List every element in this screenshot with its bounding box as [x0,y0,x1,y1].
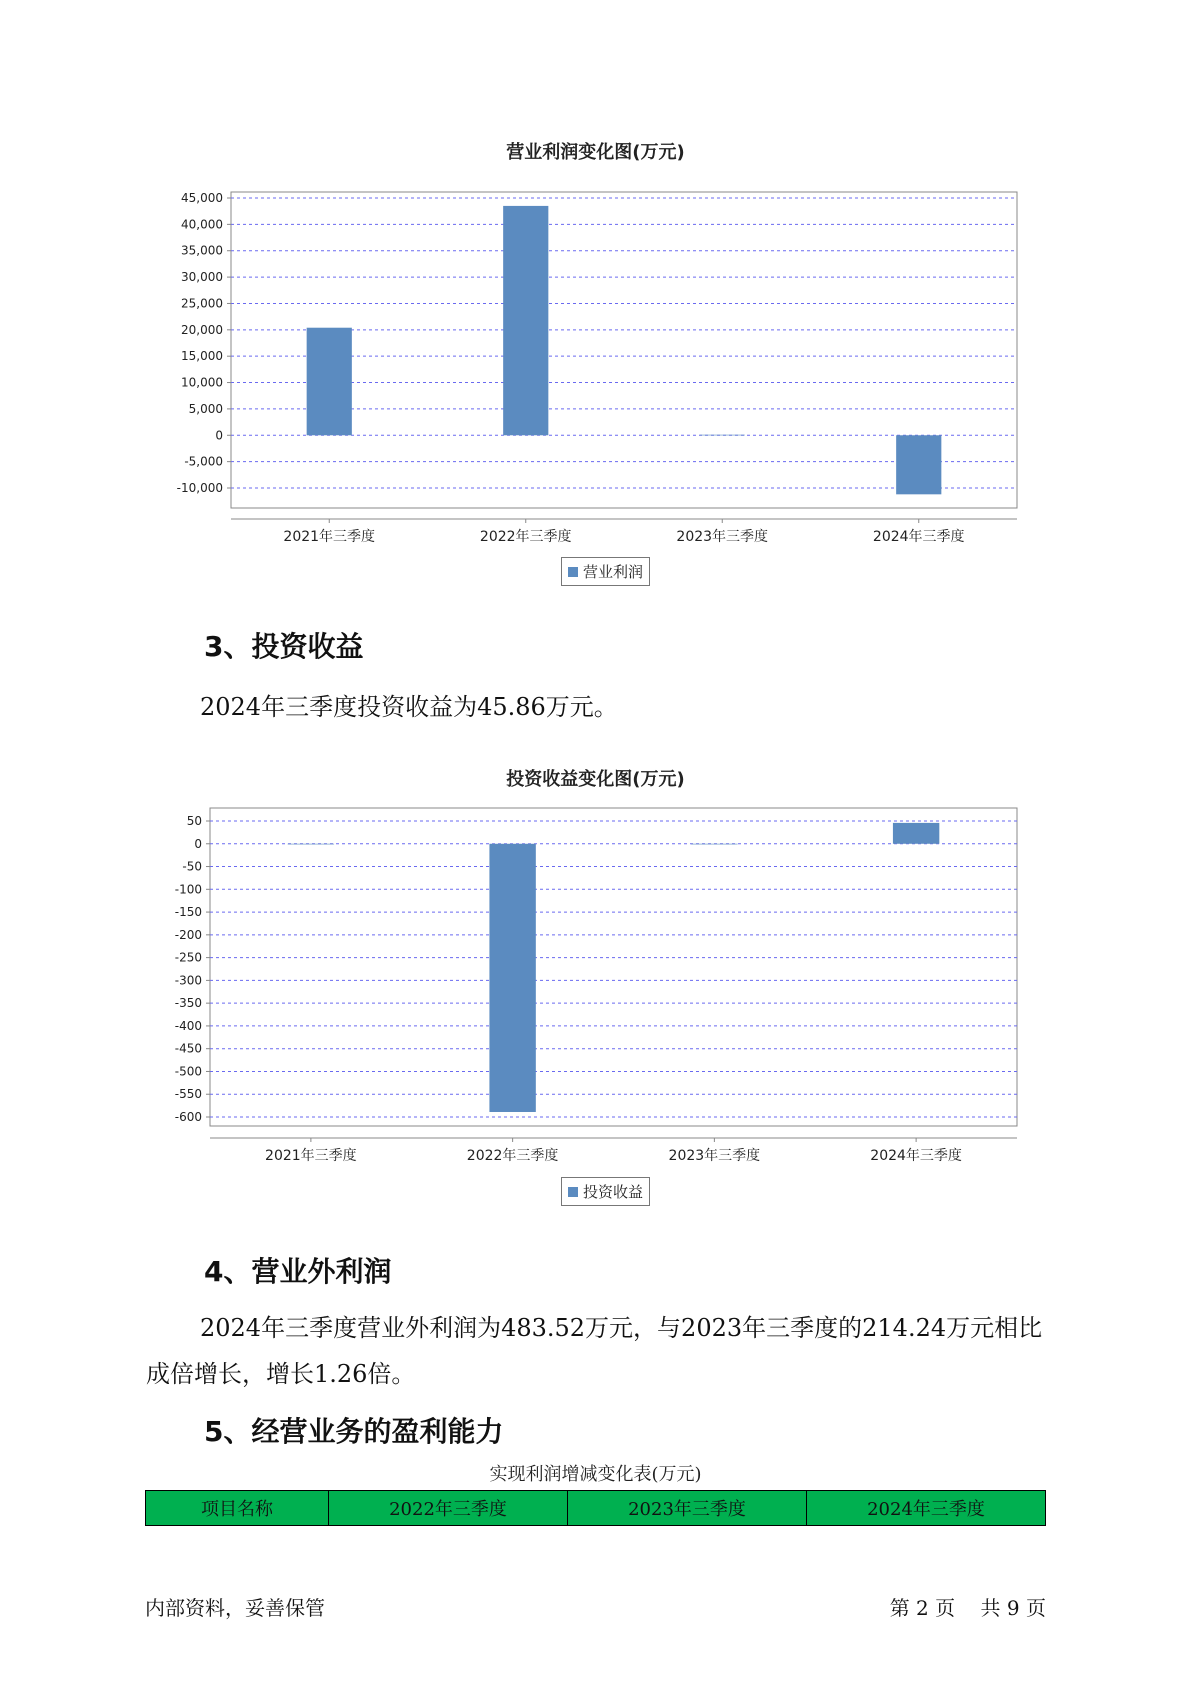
x-tick-label: 2022年三季度 [479,529,572,545]
y-tick-label: -10,000 [176,481,223,495]
y-tick-label: 35,000 [181,243,223,258]
x-tick-label: 2021年三季度 [265,1148,357,1164]
table-header-cell: 2022年三季度 [329,1491,568,1526]
y-tick-label: 10,000 [181,375,223,390]
y-tick-label: -500 [174,1064,202,1079]
footer-note: 内部资料，妥善保管 [145,1596,325,1620]
bar [489,844,535,1112]
table-header-cell: 2023年三季度 [568,1491,807,1526]
section3-heading: 3、投资收益 [204,630,364,663]
y-tick-label: -550 [174,1087,202,1102]
y-tick-label: -200 [174,927,202,942]
y-tick-label: 5,000 [188,401,223,416]
y-tick-label: -400 [174,1018,202,1033]
x-tick-label: 2023年三季度 [668,1148,761,1164]
y-tick-label: 45,000 [181,191,223,205]
y-tick-label: -350 [174,996,202,1011]
section5-heading: 5、经营业务的盈利能力 [204,1415,504,1448]
table-header-row [146,1491,1046,1526]
y-tick-label: 20,000 [181,322,223,337]
x-tick-label: 2024年三季度 [872,529,965,545]
chart2-title: 投资收益变化图(万元) [506,769,685,790]
section4-text: 2024年三季度营业外利润为483.52万元，与2023年三季度的214.24万元相比成倍增长，增长1.26倍。 [146,1314,1043,1388]
x-tick-label: 2024年三季度 [870,1148,962,1164]
page-number: 第 2 页 共 9 页 [889,1596,1046,1620]
bar [893,823,939,844]
plot-area [210,808,1017,1126]
x-tick-label: 2021年三季度 [283,529,376,545]
y-tick-label: 0 [194,836,202,851]
y-tick-label: -5,000 [184,454,223,469]
x-tick-label: 2023年三季度 [676,529,769,545]
section4-heading: 4、营业外利润 [204,1255,392,1288]
bar [691,844,737,845]
section3-text: 2024年三季度投资收益为45.86万元。 [200,693,618,721]
table-caption: 实现利润增减变化表(万元) [489,1464,702,1485]
y-tick-label: -300 [174,973,202,988]
y-tick-label: 40,000 [181,217,223,232]
y-tick-label: -150 [174,905,202,920]
x-tick-label: 2022年三季度 [466,1148,559,1164]
chart1-legend-label: 营业利润 [583,563,644,581]
y-tick-label: -50 [182,859,202,874]
table-header-cell: 项目名称 [146,1491,329,1526]
y-tick-label: -600 [174,1110,202,1124]
table-header-cell: 2024年三季度 [807,1491,1046,1526]
y-tick-label: -250 [174,950,202,965]
y-tick-label: 15,000 [181,349,223,364]
y-tick-label: 0 [215,428,223,443]
y-tick-label: 50 [186,814,202,828]
chart2-legend-label: 投资收益 [583,1183,644,1201]
profit-change-table [145,1490,1046,1526]
chart2-legend [561,1177,650,1206]
chart1-title: 营业利润变化图(万元) [506,142,685,163]
y-tick-label: 25,000 [181,296,223,311]
y-tick-label: 30,000 [181,270,223,285]
y-tick-label: -450 [174,1041,202,1056]
y-tick-label: -100 [174,882,202,897]
legend-swatch [568,1187,578,1197]
bar [288,844,334,845]
